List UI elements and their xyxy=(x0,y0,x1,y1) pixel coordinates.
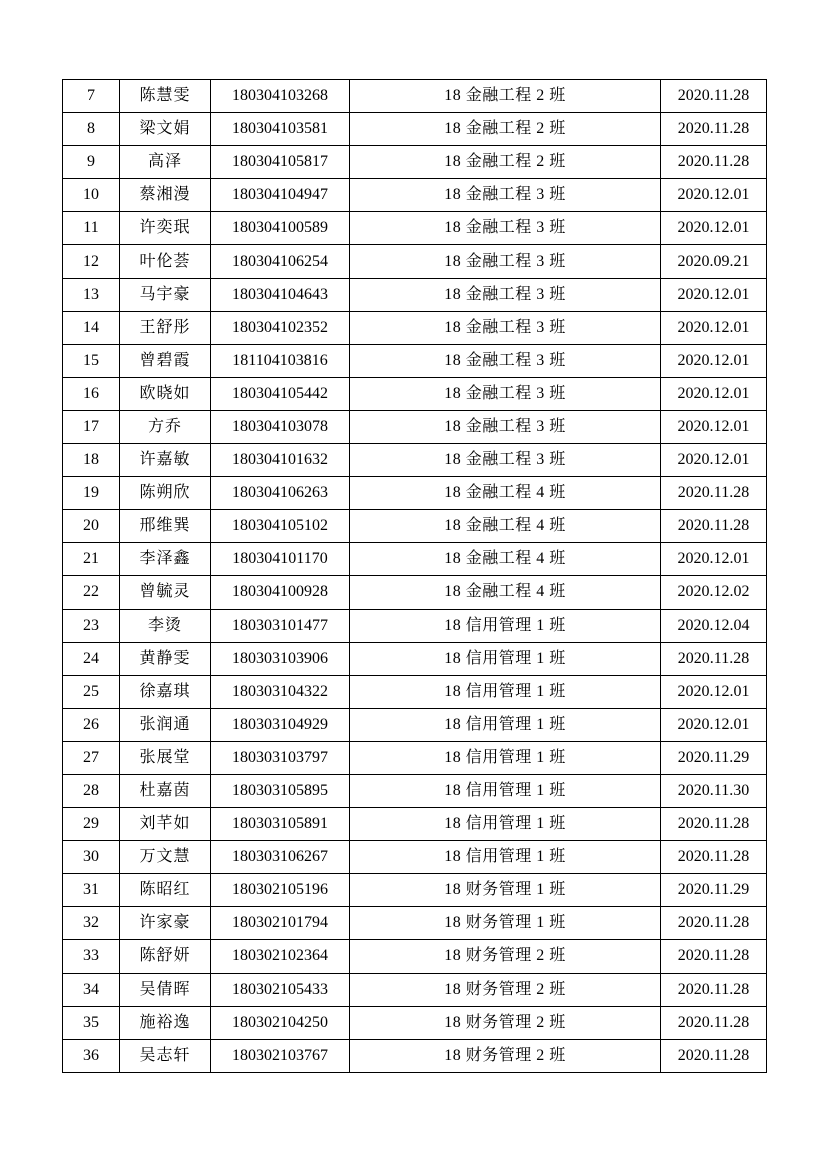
cell-date: 2020.11.28 xyxy=(661,940,767,973)
cell-name: 万文慧 xyxy=(120,841,211,874)
cell-class: 18 信用管理 1 班 xyxy=(350,774,661,807)
cell-class: 18 财务管理 2 班 xyxy=(350,1039,661,1072)
table-row xyxy=(63,510,767,543)
table-row xyxy=(63,278,767,311)
cell-name: 吴倩晖 xyxy=(120,973,211,1006)
cell-name: 李烫 xyxy=(120,609,211,642)
cell-class: 18 信用管理 1 班 xyxy=(350,808,661,841)
cell-name: 吴志轩 xyxy=(120,1039,211,1072)
table-row xyxy=(63,444,767,477)
cell-class: 18 信用管理 1 班 xyxy=(350,609,661,642)
cell-name: 陈慧雯 xyxy=(120,80,211,113)
cell-student_id: 180304103078 xyxy=(211,410,350,443)
cell-student_id: 180303105891 xyxy=(211,808,350,841)
cell-name: 马宇豪 xyxy=(120,278,211,311)
cell-class: 18 财务管理 1 班 xyxy=(350,874,661,907)
table-row xyxy=(63,410,767,443)
table-row xyxy=(63,741,767,774)
cell-student_id: 180304103581 xyxy=(211,113,350,146)
cell-date: 2020.11.28 xyxy=(661,642,767,675)
cell-date: 2020.12.01 xyxy=(661,410,767,443)
cell-date: 2020.12.01 xyxy=(661,675,767,708)
table-row xyxy=(63,212,767,245)
cell-class: 18 金融工程 3 班 xyxy=(350,179,661,212)
table-row xyxy=(63,179,767,212)
cell-date: 2020.11.28 xyxy=(661,113,767,146)
cell-student_id: 180304100589 xyxy=(211,212,350,245)
cell-no: 13 xyxy=(63,278,120,311)
cell-name: 高泽 xyxy=(120,146,211,179)
cell-class: 18 金融工程 3 班 xyxy=(350,377,661,410)
cell-name: 王舒彤 xyxy=(120,311,211,344)
cell-student_id: 180304105442 xyxy=(211,377,350,410)
cell-no: 34 xyxy=(63,973,120,1006)
cell-student_id: 180304101170 xyxy=(211,543,350,576)
cell-class: 18 信用管理 1 班 xyxy=(350,675,661,708)
cell-name: 陈昭红 xyxy=(120,874,211,907)
cell-date: 2020.11.28 xyxy=(661,973,767,1006)
table-row xyxy=(63,774,767,807)
cell-name: 施裕逸 xyxy=(120,1006,211,1039)
cell-date: 2020.12.01 xyxy=(661,311,767,344)
cell-class: 18 信用管理 1 班 xyxy=(350,841,661,874)
cell-no: 25 xyxy=(63,675,120,708)
cell-name: 陈舒妍 xyxy=(120,940,211,973)
cell-no: 9 xyxy=(63,146,120,179)
cell-class: 18 金融工程 3 班 xyxy=(350,344,661,377)
cell-no: 18 xyxy=(63,444,120,477)
cell-name: 许嘉敏 xyxy=(120,444,211,477)
cell-class: 18 财务管理 1 班 xyxy=(350,907,661,940)
cell-name: 陈朔欣 xyxy=(120,477,211,510)
cell-no: 23 xyxy=(63,609,120,642)
cell-date: 2020.12.01 xyxy=(661,179,767,212)
cell-date: 2020.11.29 xyxy=(661,741,767,774)
table-row xyxy=(63,377,767,410)
cell-name: 李泽鑫 xyxy=(120,543,211,576)
cell-class: 18 金融工程 4 班 xyxy=(350,510,661,543)
cell-class: 18 信用管理 1 班 xyxy=(350,741,661,774)
cell-no: 30 xyxy=(63,841,120,874)
table-row xyxy=(63,80,767,113)
cell-class: 18 金融工程 3 班 xyxy=(350,278,661,311)
cell-no: 20 xyxy=(63,510,120,543)
cell-name: 梁文娟 xyxy=(120,113,211,146)
cell-no: 27 xyxy=(63,741,120,774)
cell-date: 2020.12.01 xyxy=(661,278,767,311)
table-row xyxy=(63,609,767,642)
cell-name: 张润通 xyxy=(120,708,211,741)
cell-student_id: 180303104322 xyxy=(211,675,350,708)
roster-table-body xyxy=(63,80,767,1073)
cell-student_id: 180303103797 xyxy=(211,741,350,774)
table-row xyxy=(63,146,767,179)
cell-date: 2020.12.01 xyxy=(661,543,767,576)
cell-student_id: 180304106254 xyxy=(211,245,350,278)
cell-no: 16 xyxy=(63,377,120,410)
cell-date: 2020.11.28 xyxy=(661,1006,767,1039)
cell-date: 2020.12.04 xyxy=(661,609,767,642)
cell-no: 29 xyxy=(63,808,120,841)
cell-date: 2020.11.28 xyxy=(661,1039,767,1072)
cell-student_id: 180302104250 xyxy=(211,1006,350,1039)
cell-class: 18 金融工程 3 班 xyxy=(350,212,661,245)
cell-class: 18 财务管理 2 班 xyxy=(350,940,661,973)
table-row xyxy=(63,675,767,708)
table-row xyxy=(63,113,767,146)
cell-date: 2020.11.28 xyxy=(661,907,767,940)
cell-student_id: 180302101794 xyxy=(211,907,350,940)
cell-no: 31 xyxy=(63,874,120,907)
table-row xyxy=(63,576,767,609)
cell-student_id: 180303101477 xyxy=(211,609,350,642)
table-row xyxy=(63,543,767,576)
cell-class: 18 金融工程 3 班 xyxy=(350,444,661,477)
cell-no: 22 xyxy=(63,576,120,609)
cell-class: 18 金融工程 3 班 xyxy=(350,311,661,344)
cell-no: 8 xyxy=(63,113,120,146)
cell-name: 刘芊如 xyxy=(120,808,211,841)
cell-name: 许奕珉 xyxy=(120,212,211,245)
cell-student_id: 180303103906 xyxy=(211,642,350,675)
cell-student_id: 180302102364 xyxy=(211,940,350,973)
cell-name: 欧晓如 xyxy=(120,377,211,410)
cell-no: 24 xyxy=(63,642,120,675)
table-row xyxy=(63,1006,767,1039)
cell-class: 18 信用管理 1 班 xyxy=(350,642,661,675)
cell-student_id: 180304105817 xyxy=(211,146,350,179)
cell-date: 2020.12.02 xyxy=(661,576,767,609)
cell-no: 32 xyxy=(63,907,120,940)
cell-no: 15 xyxy=(63,344,120,377)
table-row xyxy=(63,344,767,377)
cell-name: 叶伦荟 xyxy=(120,245,211,278)
cell-name: 方乔 xyxy=(120,410,211,443)
cell-class: 18 财务管理 2 班 xyxy=(350,1006,661,1039)
cell-no: 35 xyxy=(63,1006,120,1039)
cell-date: 2020.12.01 xyxy=(661,344,767,377)
cell-date: 2020.12.01 xyxy=(661,444,767,477)
cell-class: 18 信用管理 1 班 xyxy=(350,708,661,741)
table-row xyxy=(63,973,767,1006)
cell-class: 18 金融工程 3 班 xyxy=(350,245,661,278)
cell-name: 蔡湘漫 xyxy=(120,179,211,212)
cell-student_id: 180302105433 xyxy=(211,973,350,1006)
cell-student_id: 180304102352 xyxy=(211,311,350,344)
cell-date: 2020.11.28 xyxy=(661,808,767,841)
cell-date: 2020.12.01 xyxy=(661,212,767,245)
cell-name: 杜嘉茵 xyxy=(120,774,211,807)
student-roster-table xyxy=(62,79,767,1073)
cell-no: 19 xyxy=(63,477,120,510)
cell-student_id: 180304103268 xyxy=(211,80,350,113)
cell-student_id: 180304104643 xyxy=(211,278,350,311)
cell-no: 33 xyxy=(63,940,120,973)
table-row xyxy=(63,311,767,344)
cell-no: 36 xyxy=(63,1039,120,1072)
cell-student_id: 180303105895 xyxy=(211,774,350,807)
table-row xyxy=(63,477,767,510)
cell-class: 18 金融工程 4 班 xyxy=(350,543,661,576)
cell-class: 18 财务管理 2 班 xyxy=(350,973,661,1006)
cell-name: 曾碧霞 xyxy=(120,344,211,377)
cell-student_id: 180302103767 xyxy=(211,1039,350,1072)
cell-name: 黄静雯 xyxy=(120,642,211,675)
cell-name: 邢维巽 xyxy=(120,510,211,543)
cell-date: 2020.11.28 xyxy=(661,146,767,179)
cell-no: 14 xyxy=(63,311,120,344)
table-row xyxy=(63,245,767,278)
cell-student_id: 181104103816 xyxy=(211,344,350,377)
table-row xyxy=(63,642,767,675)
cell-student_id: 180304106263 xyxy=(211,477,350,510)
cell-student_id: 180304100928 xyxy=(211,576,350,609)
cell-student_id: 180304104947 xyxy=(211,179,350,212)
table-row xyxy=(63,841,767,874)
cell-date: 2020.11.30 xyxy=(661,774,767,807)
cell-class: 18 金融工程 3 班 xyxy=(350,410,661,443)
cell-student_id: 180304101632 xyxy=(211,444,350,477)
cell-date: 2020.09.21 xyxy=(661,245,767,278)
cell-date: 2020.11.29 xyxy=(661,874,767,907)
cell-name: 曾毓灵 xyxy=(120,576,211,609)
cell-no: 7 xyxy=(63,80,120,113)
cell-student_id: 180303104929 xyxy=(211,708,350,741)
cell-no: 26 xyxy=(63,708,120,741)
cell-class: 18 金融工程 4 班 xyxy=(350,576,661,609)
table-row xyxy=(63,708,767,741)
cell-date: 2020.12.01 xyxy=(661,377,767,410)
cell-student_id: 180302105196 xyxy=(211,874,350,907)
cell-date: 2020.11.28 xyxy=(661,841,767,874)
cell-class: 18 金融工程 2 班 xyxy=(350,146,661,179)
cell-name: 张展堂 xyxy=(120,741,211,774)
cell-name: 许家豪 xyxy=(120,907,211,940)
cell-class: 18 金融工程 2 班 xyxy=(350,80,661,113)
cell-date: 2020.11.28 xyxy=(661,80,767,113)
cell-no: 28 xyxy=(63,774,120,807)
cell-name: 徐嘉琪 xyxy=(120,675,211,708)
cell-no: 12 xyxy=(63,245,120,278)
cell-date: 2020.11.28 xyxy=(661,477,767,510)
cell-student_id: 180303106267 xyxy=(211,841,350,874)
table-row xyxy=(63,1039,767,1072)
cell-date: 2020.11.28 xyxy=(661,510,767,543)
cell-class: 18 金融工程 2 班 xyxy=(350,113,661,146)
table-row xyxy=(63,940,767,973)
table-row xyxy=(63,874,767,907)
cell-date: 2020.12.01 xyxy=(661,708,767,741)
table-row xyxy=(63,907,767,940)
cell-no: 10 xyxy=(63,179,120,212)
cell-no: 17 xyxy=(63,410,120,443)
table-row xyxy=(63,808,767,841)
cell-student_id: 180304105102 xyxy=(211,510,350,543)
cell-no: 11 xyxy=(63,212,120,245)
cell-class: 18 金融工程 4 班 xyxy=(350,477,661,510)
cell-no: 21 xyxy=(63,543,120,576)
